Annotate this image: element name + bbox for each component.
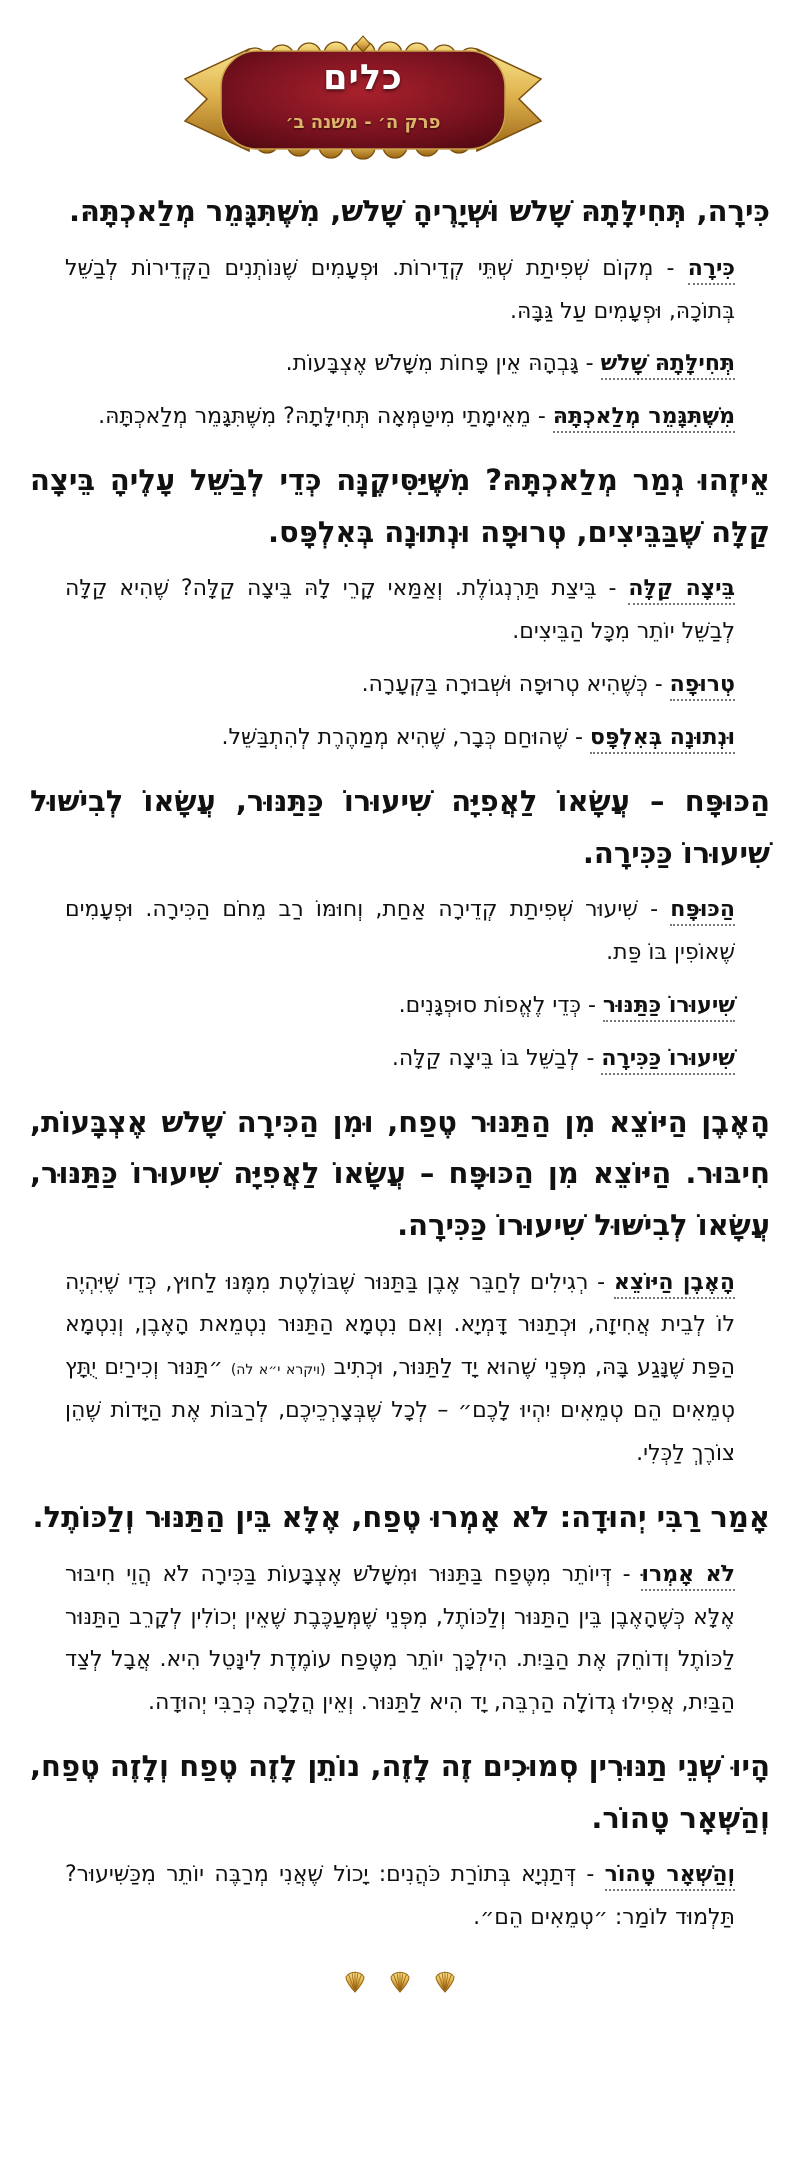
commentary-lead: לֹא אָמְרוּ	[641, 1562, 735, 1591]
commentary-body: - גָּבְהָהּ אֵין פָּחוֹת מִשָּׁלֹשׁ אֶצְבָּעוֹת.	[285, 351, 601, 377]
commentary-lead: הָאֶבֶן הַיּוֹצֵא	[614, 1270, 735, 1299]
commentary-block-11	[65, 1554, 735, 1726]
mishnah-block-3: הַכּוּפָּח – עֲשָׂאוֹ לַאֲפִיָּה שִׁיעוּרוֹ כַּתַּנּוּר, עֲשָׂאוֹ לְבִישּׁוּל שִׁיעוּרוֹ כַּכִּירָה.	[30, 783, 770, 870]
commentary-lead: טְרוּפָה	[670, 672, 735, 701]
commentary-body: - לְבַשֵּׁל בּוֹ בֵּיצָה קַלָּה.	[391, 1045, 602, 1071]
mishnah-block-5: אָמַר רַבִּי יְהוּדָה: לֹא אָמְרוּ טֶפַח, אֶלָּא בֵּין הַתַּנּוּר וְלַכּוֹתֶל.	[32, 1500, 770, 1535]
commentary-body: - רְגִילִים לְחַבֵּר אֶבֶן בַּתַּנּוּר שֶׁבּוֹלֶטֶת מִמֶּנּוּ לַחוּץ, כְּדֵי שֶׁיִּהְיֶה לוֹ לְבֵית אֲחִיזָה, וּכְתַנּוּר דָּמְיָא. וְאִם נִטְמָא הַתַּנּוּר נִטְמֵאת הָאֶבֶן, וְנִטְמָא הַפַּת שֶׁנָּגַע בָּהּ, מִפְּנֵי שֶׁהוּא יָד לַתַּנּוּר, וּכְתִיב	[65, 1269, 735, 1381]
mishnah-block-6: הָיוּ שְׁנֵי תַנּוּרִין סְמוּכִים זֶה לָזֶה, נוֹתֵן לָזֶה טֶפַח וְלָזֶה טֶפַח, וְהַשְּׁאָר טָהוֹר.	[30, 1749, 770, 1835]
commentary-body: ״תַּנּוּר וְכִירַיִם יֻתָּץ טְמֵאִים הֵם טְמֵאִים יִהְיוּ לָכֶם״ – לְכָל שֶׁבְּצָרְכֵיכֶם, לְרַבּוֹת אֶת הַיָּדוֹת שֶׁהֵן צוֹרֶךְ לַכְּלִי.	[65, 1355, 735, 1467]
banner-shield-icon	[177, 34, 549, 166]
commentary-lead: שִׁיעוּרוֹ כַּתַּנּוּר	[603, 993, 735, 1022]
commentary-body: - מֵאֵימָתַי מִיטַּמְּאָה תְּחִילָּתָהּ? מִשֶּׁתִּגָּמֵר מְלַאכְתָּהּ.	[98, 404, 553, 430]
mishnah-block-2: אֵיזֶהוּ גְמַר מְלַאכְתָּהּ? מִשֶּׁיַּסִּיקֶנָּה כְּדֵי לְבַשֵּׁל עָלֶיהָ בֵּיצָה קַלָּה שֶׁבַּבֵּיצִים, טְרוּפָה וּנְתוּנָה בְּאִלְפָּס.	[30, 463, 770, 549]
shell-icon	[432, 1968, 458, 1994]
commentary-lead: הַכּוּפָּח	[670, 897, 735, 926]
commentary-body: - דְּתַנְיָא בְּתוֹרַת כֹּהֲנִים: יָכוֹל שֶׁאֲנִי מְרַבֶּה יוֹתֵר מִכַּשִּׁיעוּר? תַּלְמוּד לוֹמַר: ״טְמֵאִים הֵם״.	[65, 1862, 735, 1931]
commentary-body: - דְּיוֹתֵר מִטֶּפַח בַּתַּנּוּר וּמִשָּׁלֹשׁ אֶצְבָּעוֹת בַּכִּירָה לֹא הֲוֵי חִיבּוּר אֶלָּא כְּשֶׁהָאֶבֶן בֵּין הַתַּנּוּר וְלַכּוֹתֶל, מִפְּנֵי שֶׁמְּעַכֶּבֶת שֶׁאֵין יְכוֹלִין לְקָרֵב הַתַּנּוּר לַכּוֹתֶל וְדוֹחֵק אֶת הַבַּיִת. הִילְכָּךְ יוֹתֵר מִטֶּפַח עוֹמֶדֶת לִינָּטֵל הִיא. אֲבָל לְצַד הַבַּיִת, אֲפִילוּ גְדוֹלָה הַרְבֵּה, יָד הִיא לַתַּנּוּר. וְאֵין הֲלָכָה כְּרַבִּי יְהוּדָה.	[65, 1561, 735, 1716]
commentary-lead: כִּירָה	[688, 256, 735, 285]
commentary-block-1	[65, 248, 735, 334]
commentary-block-6	[65, 717, 735, 760]
commentary-body: - בֵּיצַת תַּרְנְגוֹלֶת. וְאַמַּאי קָרֵי לָהּ בֵּיצָה קַלָּה? שֶׁהִיא קַלָּה לְבַשֵּׁל יוֹתֵר מִכָּל הַבֵּיצִים.	[65, 576, 735, 645]
commentary-block-7	[65, 889, 735, 975]
mishnah-block-1: כִּירָה, תְּחִילָּתָהּ שָׁלשׁ וּשְׁיָרֶיהָ שָׁלשׁ, מִשֶּׁתִּגָּמֵר מְלַאכְתָּהּ.	[69, 194, 770, 228]
commentary-lead: מִשֶּׁתִּגָּמֵר מְלַאכְתָּהּ	[553, 404, 735, 433]
masechet-title: כלים	[323, 58, 403, 98]
commentary-body: - כְּשֶׁהִיא טְרוּפָה וּשְׁבוּרָה בַּקְעָרָה.	[361, 672, 670, 698]
commentary-body: - כְּדֵי לֶאֱפוֹת סוּפְגָּנִים.	[398, 992, 603, 1018]
commentary-lead: וּנְתוּנָה בְּאִלְפָּס	[590, 725, 735, 754]
shell-icon	[387, 1968, 413, 1994]
commentary-lead: תְּחִילָּתָהּ שָׁלשׁ	[601, 351, 735, 380]
commentary-block-9	[65, 1038, 735, 1081]
footer-decoration	[30, 1968, 770, 1994]
commentary-block-12	[65, 1854, 735, 1940]
commentary-block-5	[65, 664, 735, 707]
perek-mishnah-subtitle: פרק ה׳ - משנה ב׳	[285, 112, 441, 133]
commentary-lead: בֵּיצָה קַלָּה	[628, 576, 735, 605]
mishnah-block-4: הָאֶבֶן הַיּוֹצֵא מִן הַתַּנּוּר טֶפַח, וּמִן הַכִּירָה שָׁלשׁ אֶצְבָּעוֹת, חִיבּוּר. הַיּוֹצֵא מִן הַכּוּפָּח – עֲשָׂאוֹ לַאֲפִיָּה שִׁיעוּרוֹ כַּתַּנּוּר, עֲשָׂאוֹ לְבִישּׁוּל שִׁיעוּרוֹ כַּכִּירָה.	[30, 1104, 770, 1242]
commentary-lead: וְהַשְּׁאָר טָהוֹר	[605, 1862, 735, 1891]
commentary-lead: שִׁיעוּרוֹ כַּכִּירָה	[601, 1046, 735, 1075]
commentary-block-8	[65, 985, 735, 1028]
commentary-body: - מְקוֹם שְׁפִיתַת שְׁתֵּי קְדֵירוֹת. וּפְעָמִים שֶׁנּוֹתְנִים הַקְּדֵירוֹת לְבַשֵּׁל בְּתוֹכָהּ, וּפְעָמִים עַל גַּבָּהּ.	[65, 255, 735, 324]
header-banner	[177, 34, 549, 166]
commentary-block-3	[65, 396, 735, 439]
shell-icon	[342, 1968, 368, 1994]
commentary-body: - שִׁיעוּר שְׁפִיתַת קְדֵירָה אַחַת, וְחוּמּוֹ רַב מֵחֹם הַכִּירָה. וּפְעָמִים שֶׁאוֹפִין בּוֹ פַּת.	[65, 897, 735, 966]
commentary-block-10	[65, 1262, 735, 1476]
commentary-block-4	[65, 568, 735, 654]
commentary-block-2	[65, 343, 735, 386]
commentary-body: - שֶׁהוּחַם כְּבָר, שֶׁהִיא מְמַהֶרֶת לְהִתְבַּשֵּׁל.	[221, 725, 590, 751]
scripture-citation: (ויקרא י״א לה)	[230, 1362, 326, 1379]
